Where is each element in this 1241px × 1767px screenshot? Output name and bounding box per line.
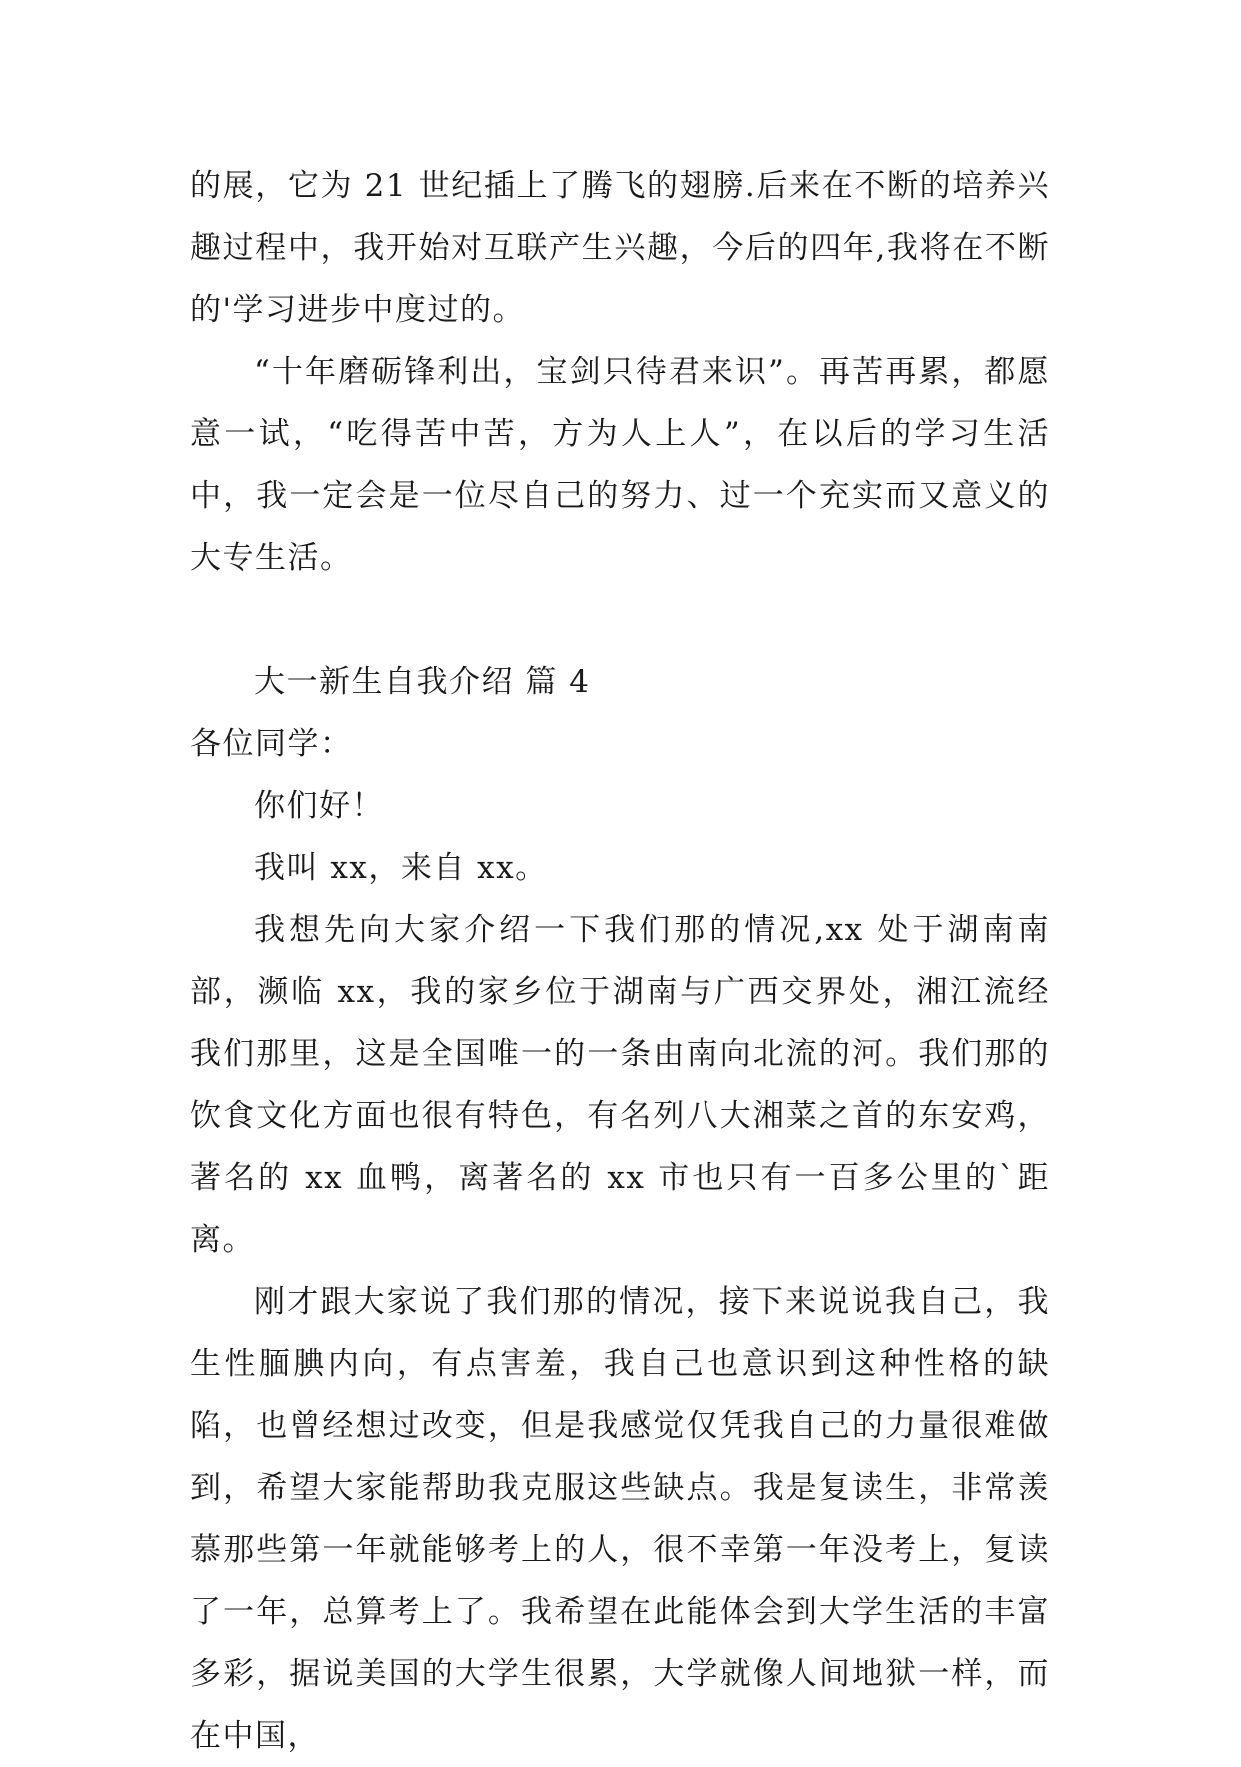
- salutation: 各位同学：: [190, 726, 353, 762]
- paragraph-hometown: 我想先向大家介绍一下我们那的情况,xx 处于湖南南部，濒临 xx，我的家乡位于湖南与广西交界处，湘江流经我们那里，这是全国唯一的一条由南向北流的河。我们那的饮食文化方面也很有特色，有名列八大湘菜之首的东安鸡，著名的 xx 血鸭，离著名的 xx 市也只有一百多公里的`距离。: [190, 912, 1050, 1258]
- paragraph-personality: 刚才跟大家说了我们那的情况，接下来说说我自己，我生性腼腆内向，有点害羞，我自己也意识到这种性格的缺陷，也曾经想过改变，但是我感觉仅凭我自己的力量很难做到，希望大家能帮助我克服这些缺点。我是复读生，非常羡慕那些第一年就能够考上的人，很不幸第一年没考上，复读了一年，总算考上了。我希望在此能体会到大学生活的丰富多彩，据说美国的大学生很累，大学就像人间地狱一样，而在中国，: [190, 1284, 1050, 1754]
- paragraph-quote: “十年磨砺锋利出，宝剑只待君来识”。再苦再累，都愿意一试，“吃得苦中苦，方为人上人”，在以后的学习生活中，我一定会是一位尽自己的努力、过一个充实而又意义的大专生活。: [190, 354, 1050, 576]
- paragraph-continued: 的展，它为 21 世纪插上了腾飞的翅膀.后来在不断的培养兴趣过程中，我开始对互联产生兴趣，今后的四年,我将在不断的'学习进步中度过的。: [190, 168, 1050, 328]
- greeting: 你们好！: [254, 788, 384, 824]
- self-intro-line: 我叫 xx，来自 xx。: [254, 850, 548, 886]
- document-body: [190, 155, 1050, 1767]
- section-heading: 大一新生自我介绍 篇 4: [254, 664, 591, 700]
